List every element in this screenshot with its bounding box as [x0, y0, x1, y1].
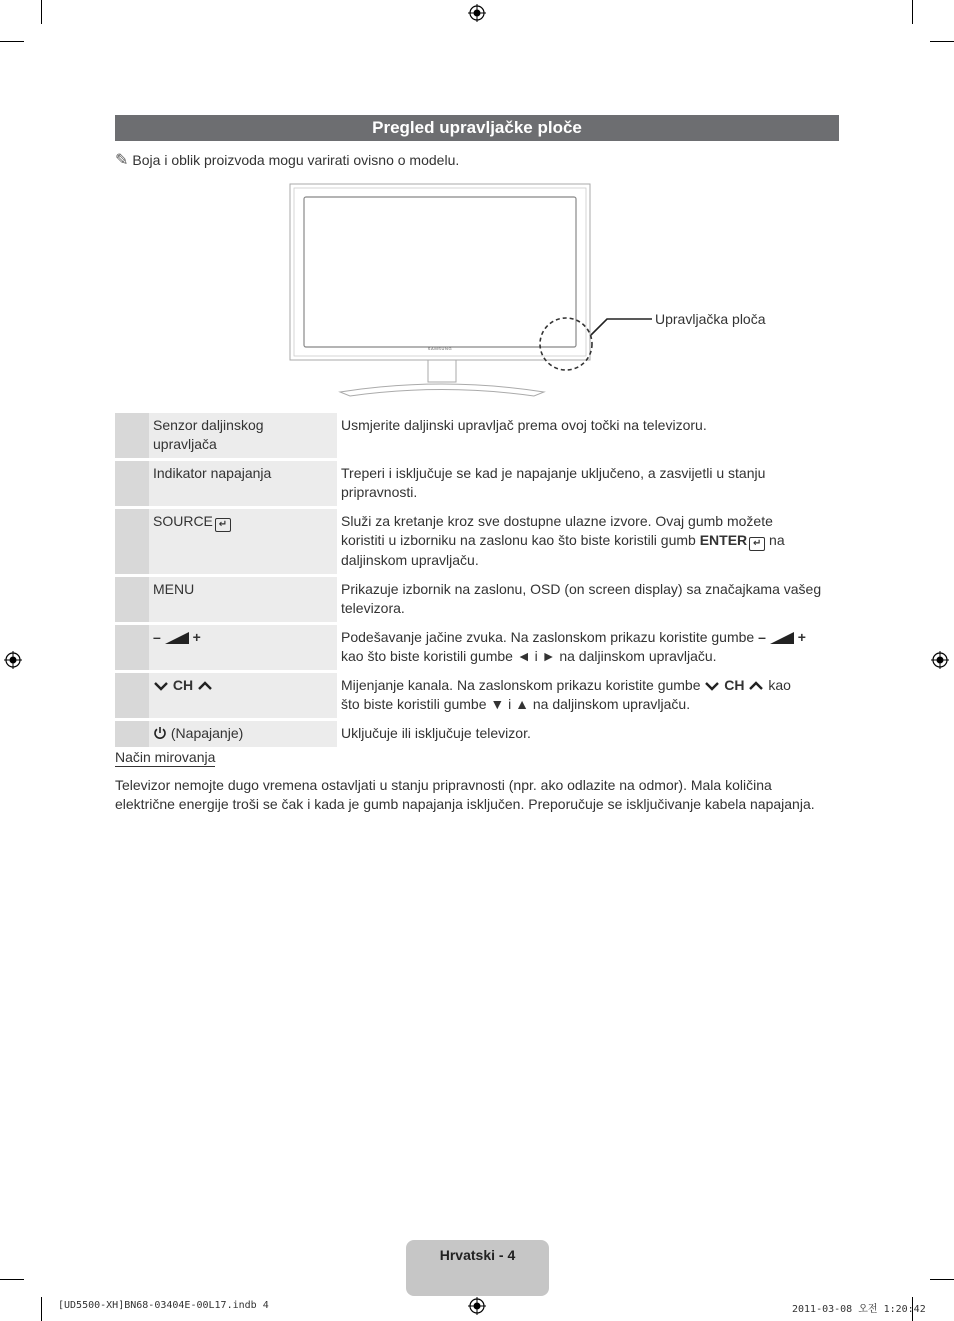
print-slug-file: [UD5500-XH]BN68-03404E-00L17.indb 4 [58, 1300, 269, 1311]
table-row [115, 721, 839, 747]
callout-line [591, 319, 652, 335]
control-name: Senzor daljinskog upravljača [149, 413, 337, 458]
control-name: Indikator napajanja [149, 461, 337, 506]
row-marker [115, 461, 149, 506]
crop-mark [41, 1297, 42, 1321]
row-marker [115, 577, 149, 622]
standby-text: Televizor nemojte dugo vremena ostavljati u stanju pripravnosti (npr. ako odlazite na odmor). Mala količina električne energije troši se čak i kada je gumb napajanja isključen. Preporučuje se isključivanje kabela napajanja. [115, 777, 815, 812]
enter-icon: ↵ [215, 518, 231, 532]
control-description: Prikazuje izbornik na zaslonu, OSD (on screen display) sa značajkama vašeg televizora. [341, 581, 822, 616]
enter-icon: ↵ [749, 537, 765, 551]
tv-illustration [280, 180, 780, 402]
volume-icon [770, 632, 794, 644]
page-number-tab: Hrvatski - 4 [406, 1240, 549, 1296]
control-description: Služi za kretanje kroz sve dostupne ulazne izvore. Ovaj gumb možete koristiti u izborniku na zaslonu kao što biste koristili gumb ENTER ↵ na daljinskom upravljaču. [341, 513, 785, 568]
model-note [115, 150, 459, 170]
control-name: CH [149, 673, 337, 718]
section-title: Pregled upravljačke ploče [115, 115, 839, 141]
tv-stand [340, 384, 544, 396]
table-row [115, 413, 839, 458]
control-name: MENU [149, 577, 337, 622]
registration-mark-icon [468, 4, 486, 22]
table-row [115, 577, 839, 622]
table-row [115, 625, 839, 670]
chevron-down-icon [704, 680, 720, 692]
row-marker [115, 673, 149, 718]
standby-heading: Način mirovanja [115, 749, 216, 765]
control-name: SOURCE ↵ [149, 509, 337, 574]
crop-mark [41, 0, 42, 24]
tv-screen [304, 197, 576, 347]
control-description: Podešavanje jačine zvuka. Na zaslonskom prikazu koristite gumbe – + kao što biste koristili gumbe ◄ i ► na daljinskom upravljaču. [341, 629, 806, 664]
power-icon [153, 726, 167, 740]
registration-mark-icon [4, 651, 22, 669]
crop-mark [930, 1279, 954, 1280]
controls-table [115, 410, 839, 750]
row-marker [115, 625, 149, 670]
registration-mark-icon [931, 651, 949, 669]
volume-icon [165, 632, 189, 644]
crop-mark [930, 41, 954, 42]
control-description: Mijenjanje kanala. Na zaslonskom prikazu koristite gumbe CH kao što biste koristili gumbe ▼ i ▲ na daljinskom upravljaču. [341, 677, 791, 712]
table-row [115, 673, 839, 718]
registration-mark-icon [468, 1297, 486, 1315]
crop-mark [912, 0, 913, 24]
chevron-up-icon [748, 680, 764, 692]
control-description: Usmjerite daljinski upravljač prema ovoj točki na televizoru. [341, 417, 707, 433]
print-slug-date: 2011-03-08 오전 1:20:42 [792, 1304, 926, 1315]
pencil-note-icon: ✎ [115, 152, 129, 169]
control-name: (Napajanje) [149, 721, 337, 747]
control-description: Uključuje ili isključuje televizor. [341, 725, 531, 741]
row-marker [115, 509, 149, 574]
crop-mark [0, 41, 24, 42]
row-marker [115, 721, 149, 747]
chevron-up-icon [197, 680, 213, 692]
row-marker [115, 413, 149, 458]
control-description: Treperi i isključuje se kad je napajanje uključeno, a zasvijetli u stanju pripravnosti. [341, 465, 766, 500]
chevron-down-icon [153, 680, 169, 692]
tv-brand-logo: SAMSUNG [427, 346, 453, 351]
crop-mark [0, 1279, 24, 1280]
table-row [115, 461, 839, 506]
note-text: Boja i oblik proizvoda mogu varirati ovisno o modelu. [132, 152, 460, 168]
tv-neck [428, 360, 456, 382]
table-row [115, 509, 839, 574]
callout-label: Upravljačka ploča [655, 311, 766, 327]
control-name: – + [149, 625, 337, 670]
